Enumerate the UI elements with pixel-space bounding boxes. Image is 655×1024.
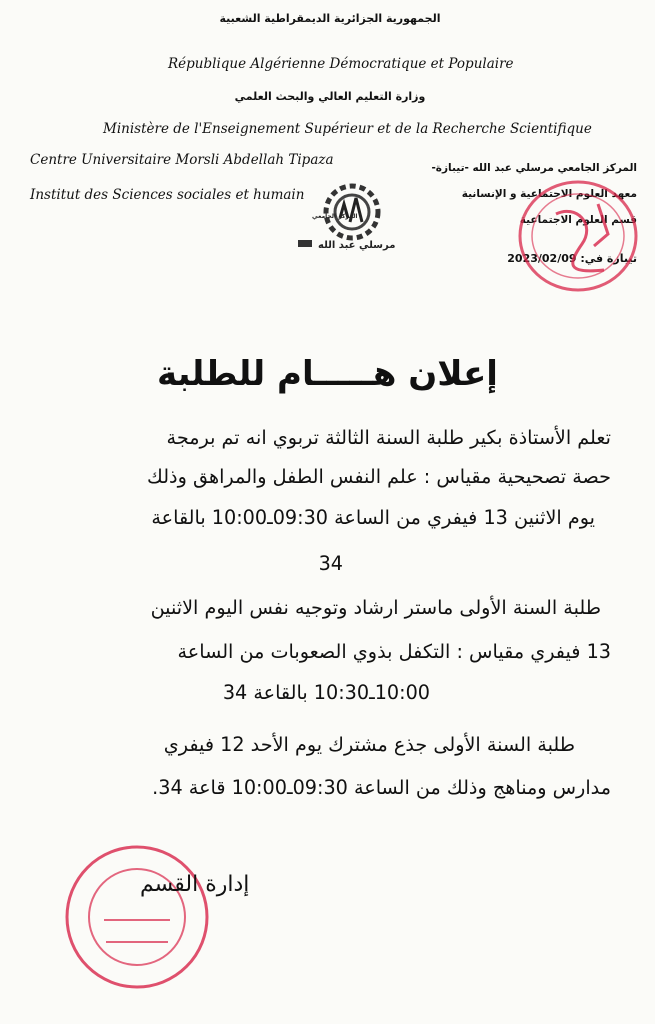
document-date: تيبازة في: 2023/02/09 [507, 252, 637, 265]
notice-line: حصة تصحيحية مقياس : علم النفس الطفل والمراهق وذلك [147, 465, 611, 488]
notice-title: إعلان هـــــام للطلبة [157, 354, 498, 394]
institute-french: Institut des Sciences sociales et humain [30, 187, 305, 203]
notice-line: يوم الاثنين 13 فيفري من الساعة 09:30ـ10:00 بالقاعة [151, 506, 595, 529]
notice-line: تعلم الأستاذة بكير طلبة السنة الثالثة تربوي انه تم برمجة [166, 426, 611, 449]
round-stamp-top [486, 174, 642, 304]
logo-gear-icon [326, 186, 378, 238]
department-signature: إدارة القسم [140, 872, 250, 897]
ministry-title-arabic: وزارة التعليم العالي والبحث العلمي [234, 90, 426, 103]
university-logo [290, 182, 400, 256]
university-centre-french: Centre Universitaire Morsli Abdellah Tipaza [30, 152, 334, 168]
republic-title-french: République Algérienne Démocratique et Populaire [168, 56, 514, 72]
department-arabic: قسم العلوم الاجتماعية [519, 214, 637, 226]
institute-arabic: معهد العلوم الاجتماعية و الإنسانية [461, 188, 637, 200]
logo-name: مرسلي عبد الله [318, 240, 396, 251]
notice-line: 13 فيفري مقياس : التكفل بذوي الصعوبات من الساعة [177, 640, 611, 663]
notice-line: طلبة السنة الأولى ماستر ارشاد وتوجيه نفس اليوم الاثنين [150, 596, 601, 619]
notice-line: طلبة السنة الأولى جذع مشترك يوم الأحد 12 فيفري [163, 733, 575, 756]
ministry-title-french: Ministère de l'Enseignement Supérieur et de la Recherche Scientifique [103, 121, 592, 137]
logo-plate [298, 240, 312, 247]
signature-scribble [556, 211, 604, 271]
notice-line: 34 [318, 552, 343, 575]
republic-title-arabic: الجمهورية الجزائرية الديمقراطية الشعبية [219, 12, 441, 25]
notice-line: مدارس ومناهج وذلك من الساعة 09:30ـ10:00 قاعة 34. [152, 776, 611, 799]
notice-line: 10:00ـ10:30 بالقاعة 34 [222, 681, 430, 704]
department-stamp-bottom [62, 842, 212, 992]
university-centre-arabic: المركز الجامعي مرسلي عبد الله -تيبازة- [431, 162, 637, 174]
logo-caption: المركز الجامعي [312, 213, 358, 220]
